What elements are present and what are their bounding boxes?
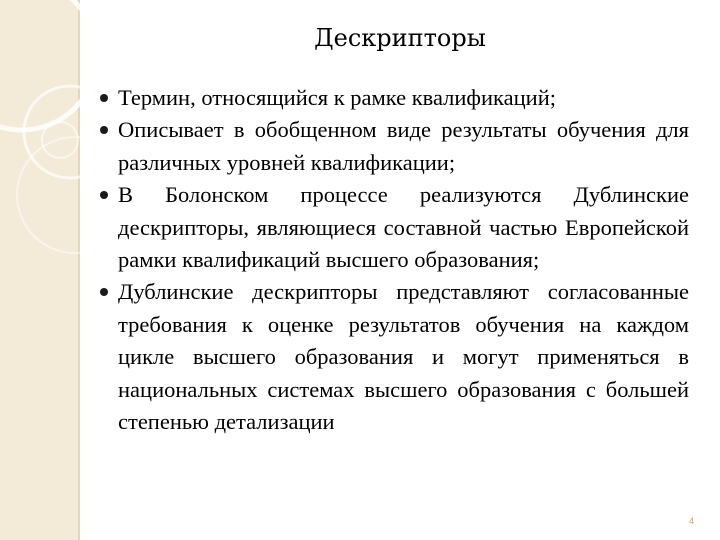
bullet-marker [100, 288, 108, 296]
bullet-marker [100, 191, 108, 199]
bullet-text: Описывает в обобщенном виде результаты обучения для различных уровней квалификации; [118, 117, 689, 175]
bullet-item [96, 276, 689, 438]
bullet-list [96, 82, 689, 438]
bullet-item [96, 114, 689, 179]
bullet-marker [100, 94, 108, 102]
large-circle-outline [0, 0, 97, 130]
bullet-item [96, 179, 689, 276]
bullet-item [96, 82, 689, 114]
page-number: 4 [688, 516, 694, 526]
bullet-text: Дублинские дескрипторы представляют согласованные требования к оценке результатов обучения на каждом цикле высшего образования и могут применяться в национальных системах высшего образования с большей степенью детализации [118, 279, 689, 435]
bullet-text: Термин, относящийся к рамке квалификаций; [118, 85, 556, 110]
bullet-text: В Болонском процессе реализуются Дублинские дескрипторы, являющиеся составной частью Европейской рамки квалификаций высшего образования; [118, 182, 689, 273]
bullet-marker [100, 126, 108, 134]
slide-title: Дескрипторы [314, 24, 486, 52]
